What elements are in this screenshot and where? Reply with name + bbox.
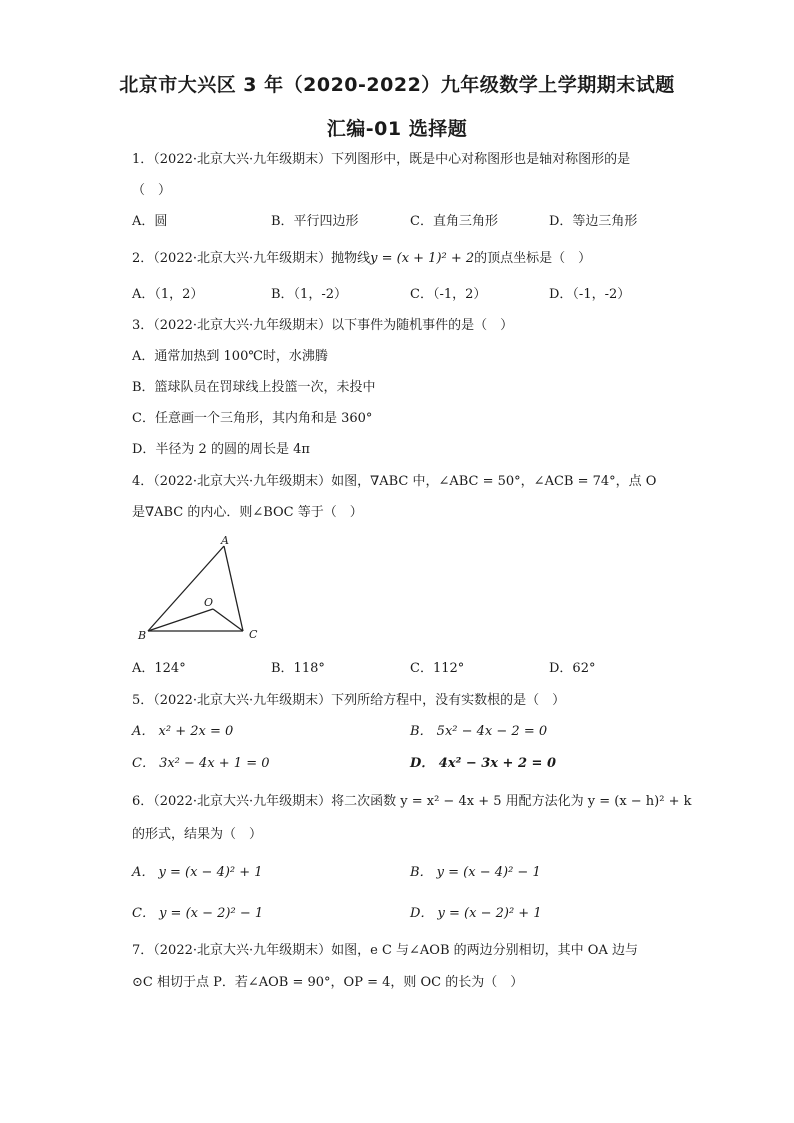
question-2-prefix: 2．（2022·北京大兴·九年级期末）抛物线 <box>132 251 371 266</box>
question-6-stem: 6．（2022·北京大兴·九年级期末）将二次函数 y = x² − 4x + 5 用配方法化为 y = (x − h)² + k <box>132 794 692 809</box>
question-5-stem: 5．（2022·北京大兴·九年级期末）下列所给方程中，没有实数根的是（ ） <box>132 693 566 708</box>
question-4-stem-cont: 是∇ABC 的内心．则∠BOC 等于（ ） <box>132 505 363 520</box>
question-7-stem: 7．（2022·北京大兴·九年级期末）如图，e C 与∠AOB 的两边分别相切，其中 OA 边与 <box>132 943 638 958</box>
triangle-figure <box>132 532 272 644</box>
question-2-suffix: 的顶点坐标是（ ） <box>474 251 592 266</box>
label-o: O <box>204 596 214 609</box>
question-2-option-a: A．（1，2） <box>132 287 204 302</box>
side-ac <box>224 546 243 631</box>
question-6-option-b: B． y = (x − 4)² − 1 <box>410 865 541 880</box>
question-4-option-a: A．124° <box>132 661 186 676</box>
document-title-line2: 汇编-01 选择题 <box>326 118 468 140</box>
question-6-option-a: A． y = (x − 4)² + 1 <box>132 865 263 880</box>
question-5-option-c: C． 3x² − 4x + 1 = 0 <box>132 756 270 771</box>
question-1-option-d: D．等边三角形 <box>549 214 638 229</box>
question-1-stem: 1．（2022·北京大兴·九年级期末）下列图形中，既是中心对称图形也是轴对称图形的是 <box>132 152 631 167</box>
question-4-option-d: D．62° <box>549 661 596 676</box>
question-3-option-b: B．篮球队员在罚球线上投篮一次，未投中 <box>132 380 376 395</box>
question-3-option-c: C．任意画一个三角形，其内角和是 360° <box>132 411 373 426</box>
label-c: C <box>249 628 258 641</box>
question-3-option-a: A．通常加热到 100℃时，水沸腾 <box>132 349 328 364</box>
label-a: A <box>221 534 229 547</box>
document-title-line1: 北京市大兴区 3 年（2020-2022）九年级数学上学期期末试题 <box>119 74 675 96</box>
question-5-option-a: A． x² + 2x = 0 <box>132 724 234 739</box>
question-3-stem: 3．（2022·北京大兴·九年级期末）以下事件为随机事件的是（ ） <box>132 318 514 333</box>
question-2-formula: y = (x + 1)² + 2 <box>370 251 475 266</box>
question-6-stem-cont: 的形式，结果为（ ） <box>132 827 263 842</box>
question-1-option-b: B．平行四边形 <box>271 214 359 229</box>
question-1-option-a: A．圆 <box>132 214 168 229</box>
question-2-option-b: B．（1，-2） <box>271 287 347 302</box>
question-5-option-d: D． 4x² − 3x + 2 = 0 <box>410 756 557 771</box>
question-6-option-d: D． y = (x − 2)² + 1 <box>410 906 542 921</box>
question-2-stem <box>132 250 591 268</box>
question-2-option-d: D．（-1，-2） <box>549 287 631 302</box>
question-7-stem-cont: ⊙C 相切于点 P．若∠AOB = 90°，OP = 4，则 OC 的长为（ ） <box>132 975 524 990</box>
question-4-stem: 4．（2022·北京大兴·九年级期末）如图，∇ABC 中，∠ABC = 50°，∠ACB = 74°，点 O <box>132 474 657 489</box>
question-4-option-c: C．112° <box>410 661 465 676</box>
question-4-option-b: B．118° <box>271 661 325 676</box>
question-6-option-c: C． y = (x − 2)² − 1 <box>132 906 264 921</box>
question-5-option-b: B． 5x² − 4x − 2 = 0 <box>410 724 548 739</box>
question-1-option-c: C．直角三角形 <box>410 214 498 229</box>
question-1-stem-cont: （ ） <box>132 183 172 198</box>
question-2-option-c: C．（-1，2） <box>410 287 487 302</box>
label-b: B <box>138 629 147 642</box>
question-3-option-d: D．半径为 2 的圆的周长是 4π <box>132 442 310 457</box>
